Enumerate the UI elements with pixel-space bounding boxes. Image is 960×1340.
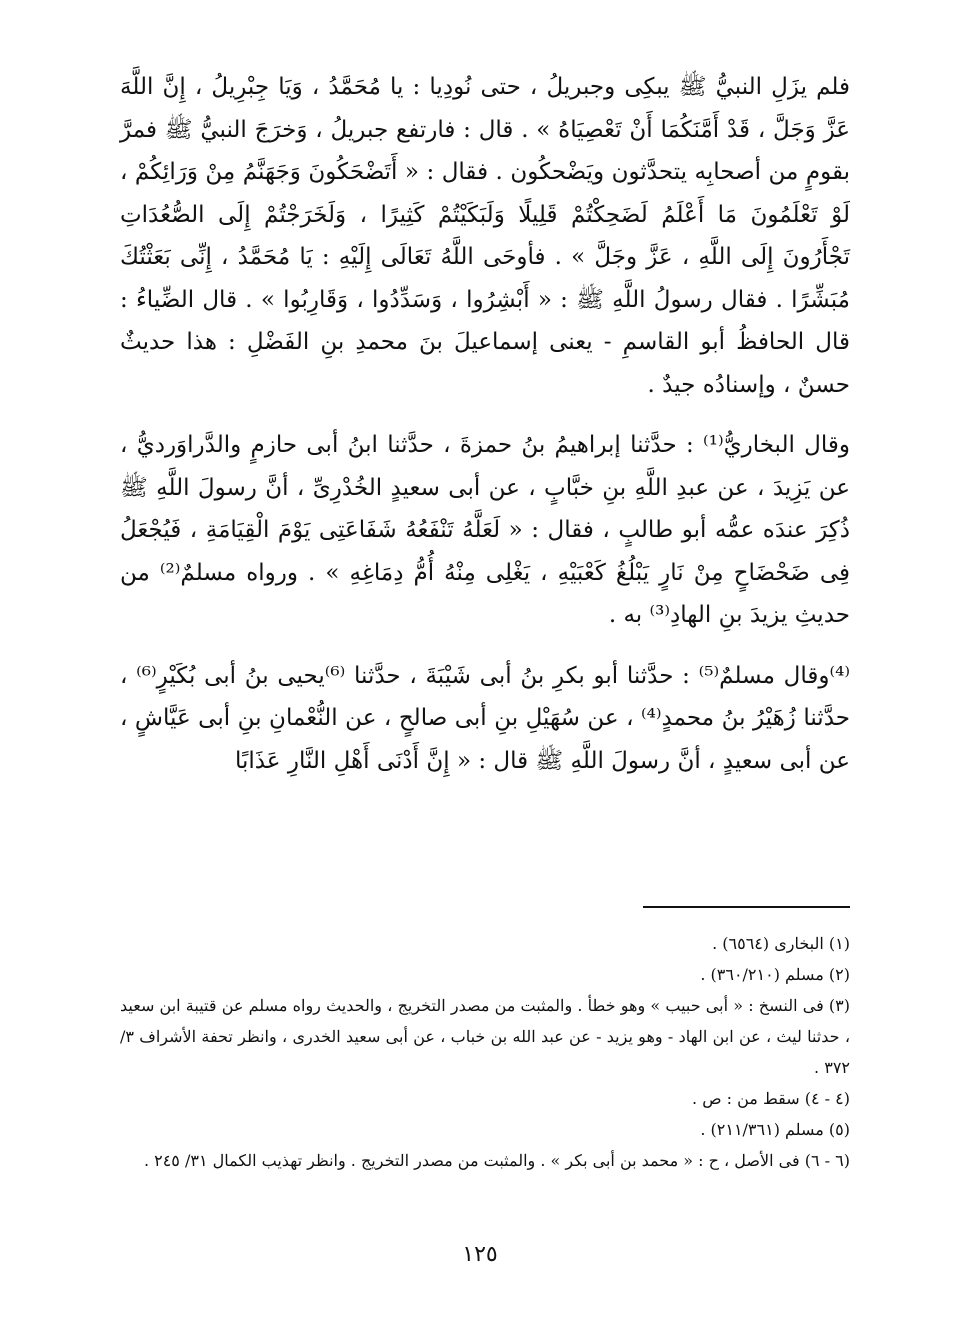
paragraph: فلم يزَلِ النبيُّ ﷺ يبكِى وجبريلُ ، حتى نُودِيا : يا مُحَمَّدُ ، وَيَا جِبْرِيلُ ، إِنَّ اللَّهَ عَزَّ وَجَلَّ ، قَدْ أَمَّنَكُمَا أَنْ تَعْصِيَاهُ » . قال : فارتفع جبريلُ ، وَخرَجَ النبيُّ ﷺ فمرَّ بقومٍ من أصحابِه يتحدَّثون ويَضْحكُون . فقال : « أَتَضْحَكُونَ وَجَهَنَّمُ مِنْ وَرَائِكُمْ ، لَوْ تَعْلَمُونَ مَا أَعْلَمُ لَضَحِكْتُمْ قَلِيلًا وَلَبَكَيْتُمْ كَثِيرًا ، وَلَخَرَجْتُمْ إِلَى الصُّعُدَاتِ تَجْأَرُونَ إِلَى اللَّهِ ، عَزَّ وجَلَّ » . فأوحَى اللَّهُ تَعَالَى إِلَيْهِ : يَا مُحَمَّدُ ، إِنِّى بَعَثْتُكَ مُبَشِّرًا . فقال رسولُ اللَّهِ ﷺ : « أَبْشِرُوا ، وَسَدِّدُوا ، وَقَارِبُوا » . قال الضِّياءُ : قال الحافظُ أبو القاسمِ - يعنى إسماعيلَ بنَ محمدِ بنِ الفَضْلِ : هذا حديثٌ حسنٌ ، وإسنادُه جيدٌ . xyxy=(120,74,850,398)
footnote: (٦ - ٦) فى الأصل ، ح : « محمد بن أبى بكر » . والمثبت من مصدر التخريج . وانظر تهذيب الكمال ٣١/ ٢٤٥ . xyxy=(143,1151,850,1170)
footnote: (٣) فى النسخ : « أبى حبيب » وهو خطأ . والمثبت من مصدر التخريج ، والحديث رواه مسلم عن قتيبة ابن سعيد ، حدثنا ليث ، عن ابن الهاد - وهو يزيد - عن عبد الله بن خباب ، عن أبى سعيد الخدرى ، وانظر تحفة الأشراف ٣/ ٣٧٢ . xyxy=(120,996,850,1077)
paragraph: ⁽⁴⁾وقال مسلمٌ⁽⁵⁾ : حدَّثنا أبو بكرِ بنُ أبى شَيْبَةَ ، حدَّثنا ⁽⁶⁾يحيى بنُ أبى بُكَيْرٍ⁽⁶⁾ ، حدَّثنا زُهَيْرُ بنُ محمدٍ⁽⁴⁾ ، عن سُهَيْلِ بنِ أبى صالحٍ ، عن النُّعْمانِ بنِ أبى عَيَّاشٍ ، عن أبى سعيدٍ ، أنَّ رسولَ اللَّهِ ﷺ قال : « إِنَّ أَدْنَى أَهْلِ النَّارِ عَذَابًا xyxy=(120,662,850,774)
footnotes xyxy=(120,928,850,1176)
footnote: (١) البخارى (٦٥٦٤) . xyxy=(712,934,850,953)
footnote-divider xyxy=(643,906,850,908)
paragraph: وقال البخاريُّ⁽¹⁾ : حدَّثنا إبراهيمُ بنُ حمزةَ ، حدَّثنا ابنُ أبى حازمٍ والدَّراوَرديُّ ، عن يَزِيدَ ، عن عبدِ اللَّهِ بنِ خبَّابٍ ، عن أبى سعيدٍ الخُدْرِىِّ ، أنَّ رسولَ اللَّهِ ﷺ ذُكِرَ عندَه عمُّه أبو طالبٍ ، فقال : « لَعَلَّهُ تَنْفَعُهُ شَفَاعَتِى يَوْمَ الْقِيَامَةِ ، فَيُجْعَلُ فِى ضَحْضَاحٍ مِنْ نَارٍ يَبْلُغُ كَعْبَيْهِ ، يَغْلِى مِنْهُ أُمُّ دِمَاغِهِ » . ورواه مسلمٌ⁽²⁾ من حديثِ يزيدَ بنِ الهادِ⁽³⁾ به . xyxy=(120,432,850,628)
footnote: (٤ - ٤) سقط من : ص . xyxy=(692,1089,850,1108)
footnote: (٥) مسلم (٢١١/٣٦١) . xyxy=(700,1120,850,1139)
main-text xyxy=(120,66,850,782)
page-number: ١٢٥ xyxy=(462,1242,498,1267)
footnote: (٢) مسلم (٣٦٠/٢١٠) . xyxy=(700,965,850,984)
